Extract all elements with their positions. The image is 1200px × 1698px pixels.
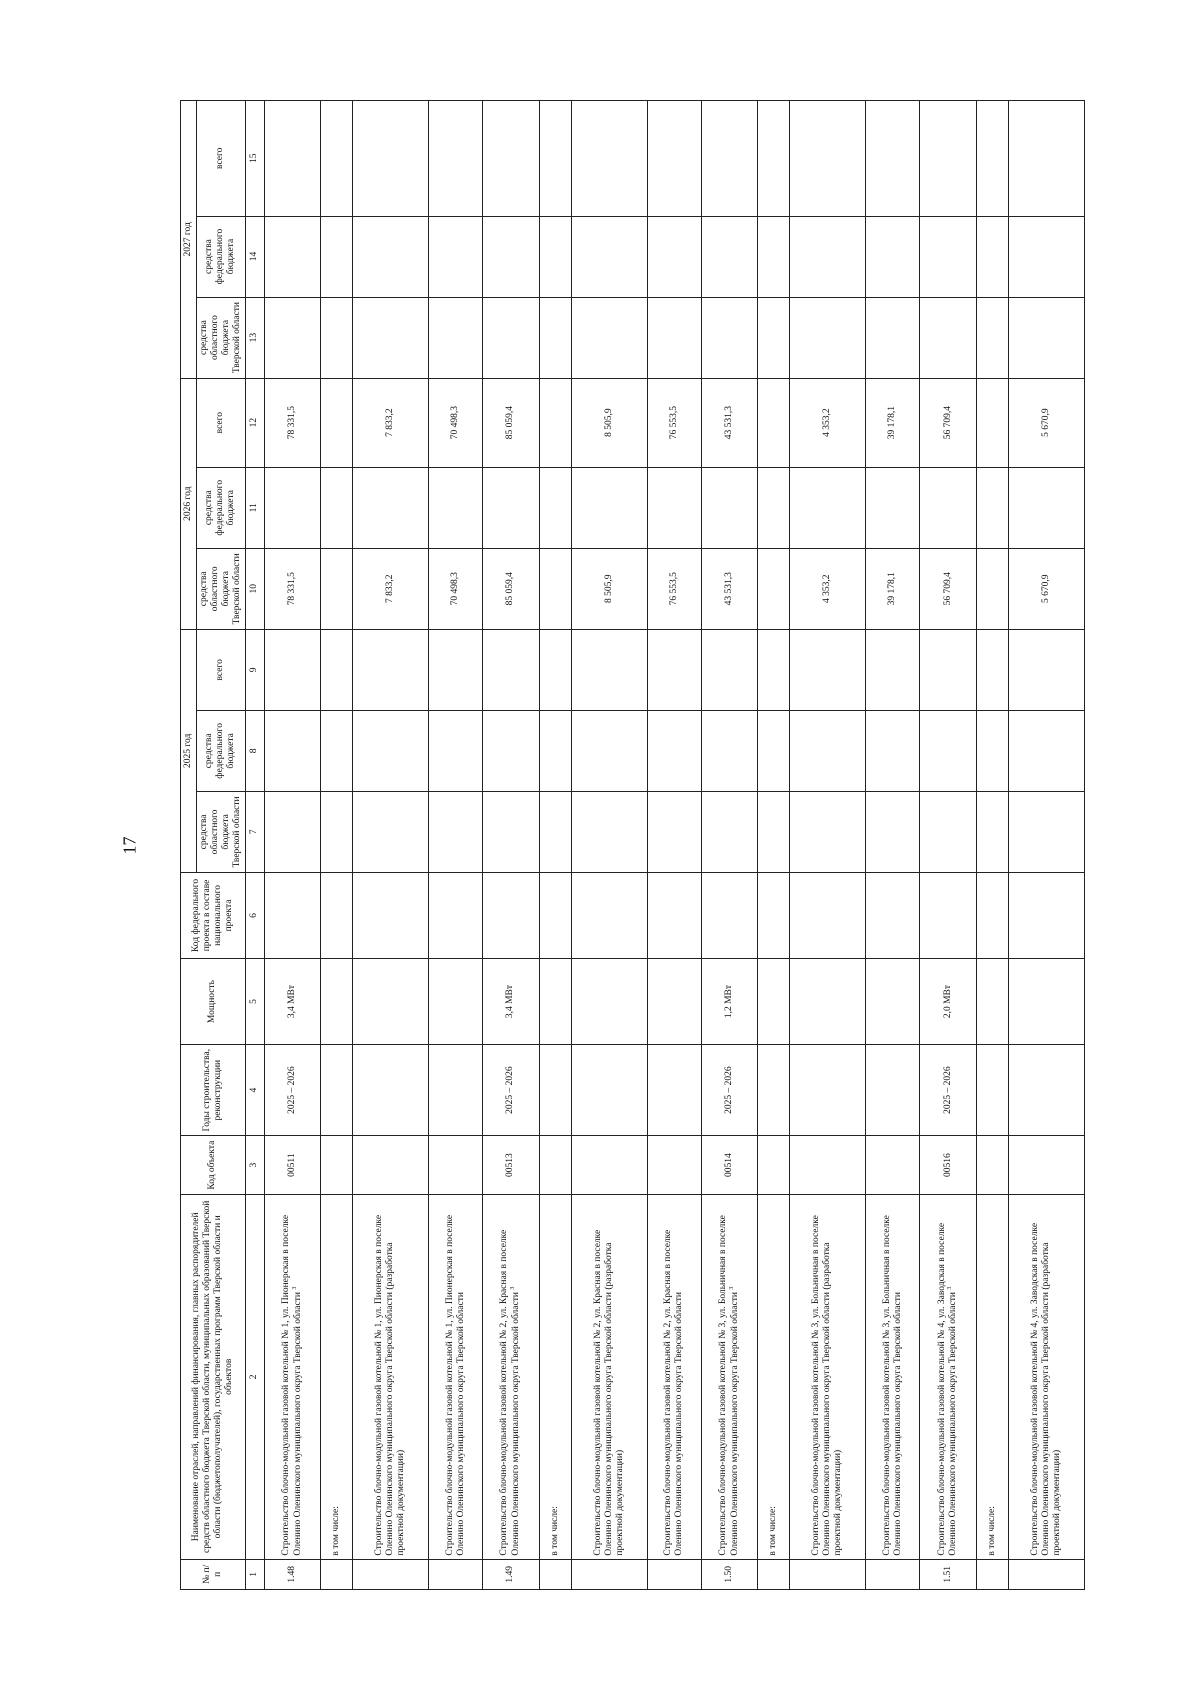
federal-2027: [758, 216, 790, 297]
construction-years: [429, 1045, 483, 1136]
regional-2027: [866, 297, 920, 378]
row-name: [976, 1194, 1008, 1559]
total-2027: [758, 101, 790, 217]
federal-project-code: [758, 872, 790, 958]
federal-2026: [429, 467, 483, 548]
total-2027: [1008, 101, 1084, 217]
total-2026: 85 059,4: [483, 378, 539, 467]
federal-2027: [866, 216, 920, 297]
regional-2025: [866, 791, 920, 872]
row-number: [539, 1559, 571, 1589]
capacity: [353, 959, 429, 1045]
total-2025: [353, 629, 429, 710]
regional-2027: [790, 297, 866, 378]
table-body: [264, 101, 1084, 1590]
table-row: [866, 101, 920, 1590]
total-2026: [321, 378, 353, 467]
regional-2026: 7 833,2: [353, 548, 429, 629]
regional-2026: 8 505,9: [571, 548, 647, 629]
federal-2027: [571, 216, 647, 297]
capacity: [758, 959, 790, 1045]
table-row: [790, 101, 866, 1590]
row-name-text: Строительство блочно-модульной газовой котельной № 3, ул. Больничная в поселке Оленино Оленинского муниципального округа Тверской области: [717, 1215, 741, 1556]
federal-2027: [321, 216, 353, 297]
total-2025: [429, 629, 483, 710]
federal-2025: [483, 710, 539, 791]
row-name-text: Строительство блочно-модульной газовой котельной № 4, ул. Заводская в поселке Оленино Оленинского муниципального округа Тверской области: [936, 1222, 959, 1556]
row-number: 1.48: [264, 1559, 320, 1589]
column-number-row: [245, 101, 264, 1590]
total-2027: [920, 101, 976, 217]
total-2027: [483, 101, 539, 217]
column-number: 4: [245, 1045, 264, 1136]
regional-2025: [701, 791, 757, 872]
capacity: [429, 959, 483, 1045]
federal-2025: [976, 710, 1008, 791]
row-name: [353, 1194, 429, 1559]
federal-project-code: [976, 872, 1008, 958]
row-name-text: в том числе:: [768, 1506, 779, 1556]
total-2026: 76 553,5: [647, 378, 701, 467]
total-2027: [353, 101, 429, 217]
object-code: [976, 1136, 1008, 1195]
regional-2026: 85 059,4: [483, 548, 539, 629]
table-row: [920, 101, 976, 1590]
row-number: [976, 1559, 1008, 1589]
federal-2027: [701, 216, 757, 297]
column-number: 13: [245, 297, 264, 378]
regional-2027: [429, 297, 483, 378]
regional-2025: [790, 791, 866, 872]
capacity: [866, 959, 920, 1045]
total-2026: [539, 378, 571, 467]
header-year-2026: 2026 год: [181, 378, 197, 629]
row-name: [866, 1194, 920, 1559]
header-fed-code: Код федерального проекта в составе национального проекта: [181, 872, 246, 958]
object-code: [539, 1136, 571, 1195]
total-2025: [976, 629, 1008, 710]
total-2025: [758, 629, 790, 710]
object-code: [1008, 1136, 1084, 1195]
header-2026-total: всего: [196, 378, 245, 467]
column-number: 11: [245, 467, 264, 548]
footnote-mark: 3: [728, 1286, 735, 1290]
regional-2025: [321, 791, 353, 872]
row-name-text: в том числе:: [331, 1506, 342, 1556]
table-row: [758, 101, 790, 1590]
row-name: [758, 1194, 790, 1559]
table-row: [539, 101, 571, 1590]
capacity: [539, 959, 571, 1045]
federal-project-code: [483, 872, 539, 958]
federal-2026: [647, 467, 701, 548]
construction-years: 2025 – 2026: [264, 1045, 320, 1136]
table-row: [483, 101, 539, 1590]
federal-2025: [571, 710, 647, 791]
federal-project-code: [353, 872, 429, 958]
financing-table: [180, 100, 1085, 1590]
total-2027: [429, 101, 483, 217]
regional-2025: [483, 791, 539, 872]
capacity: [1008, 959, 1084, 1045]
capacity: [571, 959, 647, 1045]
regional-2027: [353, 297, 429, 378]
construction-years: [1008, 1045, 1084, 1136]
row-number: [647, 1559, 701, 1589]
regional-2027: [321, 297, 353, 378]
total-2025: [571, 629, 647, 710]
row-name: [483, 1194, 539, 1559]
federal-project-code: [1008, 872, 1084, 958]
table-row: [264, 101, 320, 1590]
capacity: 3,4 МВт: [264, 959, 320, 1045]
federal-2025: [647, 710, 701, 791]
federal-2025: [539, 710, 571, 791]
regional-2025: [571, 791, 647, 872]
federal-2025: [790, 710, 866, 791]
federal-2027: [539, 216, 571, 297]
federal-project-code: [790, 872, 866, 958]
column-number: 8: [245, 710, 264, 791]
row-name-text: в том числе:: [549, 1506, 560, 1556]
federal-project-code: [571, 872, 647, 958]
federal-2026: [483, 467, 539, 548]
federal-2026: [1008, 467, 1084, 548]
federal-2026: [701, 467, 757, 548]
regional-2026: 56 709,4: [920, 548, 976, 629]
construction-years: [321, 1045, 353, 1136]
total-2026: 5 670,9: [1008, 378, 1084, 467]
row-number: [429, 1559, 483, 1589]
capacity: 3,4 МВт: [483, 959, 539, 1045]
regional-2025: [1008, 791, 1084, 872]
header-2026-regional: средства областного бюджета Тверской области: [196, 548, 245, 629]
federal-2025: [264, 710, 320, 791]
regional-2025: [539, 791, 571, 872]
total-2027: [790, 101, 866, 217]
row-name: [920, 1194, 976, 1559]
row-name: [429, 1194, 483, 1559]
regional-2026: 39 178,1: [866, 548, 920, 629]
total-2025: [790, 629, 866, 710]
column-number: 12: [245, 378, 264, 467]
regional-2026: 78 331,5: [264, 548, 320, 629]
footnote-mark: 3: [291, 1286, 298, 1290]
total-2026: 70 498,3: [429, 378, 483, 467]
row-number: [790, 1559, 866, 1589]
column-number: 6: [245, 872, 264, 958]
row-number: [1008, 1559, 1084, 1589]
construction-years: [866, 1045, 920, 1136]
regional-2026: [758, 548, 790, 629]
regional-2026: 43 531,3: [701, 548, 757, 629]
row-number: 1.51: [920, 1559, 976, 1589]
federal-2025: [866, 710, 920, 791]
federal-2026: [321, 467, 353, 548]
header-name: Наименование отраслей, направлений финансирования, главных распорядителей средств областного бюджета Тверской области, муниципальных образований Тверской области (бюджетополучателей), государственных программ Тверской области и объектов: [181, 1194, 246, 1559]
federal-2025: [701, 710, 757, 791]
federal-2025: [429, 710, 483, 791]
capacity: 1,2 МВт: [701, 959, 757, 1045]
table-row: [429, 101, 483, 1590]
federal-2027: [920, 216, 976, 297]
total-2025: [1008, 629, 1084, 710]
row-number: 1.50: [701, 1559, 757, 1589]
header-power: Мощность: [181, 959, 246, 1045]
regional-2027: [647, 297, 701, 378]
regional-2027: [539, 297, 571, 378]
column-number: 7: [245, 791, 264, 872]
page-number: 17: [119, 836, 140, 855]
construction-years: 2025 – 2026: [483, 1045, 539, 1136]
federal-project-code: [539, 872, 571, 958]
total-2025: [920, 629, 976, 710]
regional-2027: [1008, 297, 1084, 378]
row-name-text: Строительство блочно-модульной газовой котельной № 1, ул. Пионерская в поселке Оленино Оленинского муниципального округа Тверской области: [444, 1214, 466, 1556]
construction-years: [353, 1045, 429, 1136]
capacity: 2,0 МВт: [920, 959, 976, 1045]
construction-years: [976, 1045, 1008, 1136]
federal-2027: [353, 216, 429, 297]
row-name-text: Строительство блочно-модульной газовой котельной № 3, ул. Больничная в поселке Оленино Оленинского муниципального округа Тверской области (разработка проектной документации): [811, 1215, 844, 1556]
table-row: [1008, 101, 1084, 1590]
object-code: [353, 1136, 429, 1195]
regional-2025: [976, 791, 1008, 872]
object-code: 00513: [483, 1136, 539, 1195]
regional-2025: [264, 791, 320, 872]
header-2025-total: всего: [196, 629, 245, 710]
row-number: [866, 1559, 920, 1589]
row-number: [321, 1559, 353, 1589]
federal-2026: [920, 467, 976, 548]
object-code: 00514: [701, 1136, 757, 1195]
object-code: 00516: [920, 1136, 976, 1195]
column-number: 3: [245, 1136, 264, 1195]
row-number: [353, 1559, 429, 1589]
regional-2027: [264, 297, 320, 378]
capacity: [647, 959, 701, 1045]
object-code: [571, 1136, 647, 1195]
row-number: 1.49: [483, 1559, 539, 1589]
total-2025: [539, 629, 571, 710]
header-2027-regional: средства областного бюджета Тверской области: [196, 297, 245, 378]
object-code: [790, 1136, 866, 1195]
construction-years: 2025 – 2026: [920, 1045, 976, 1136]
header-year-2027: 2027 год: [181, 101, 197, 379]
federal-2027: [429, 216, 483, 297]
construction-years: [571, 1045, 647, 1136]
row-number: [758, 1559, 790, 1589]
federal-2025: [920, 710, 976, 791]
header-years: Годы строительства, реконструкции: [181, 1045, 246, 1136]
row-name: [790, 1194, 866, 1559]
total-2027: [571, 101, 647, 217]
total-2027: [976, 101, 1008, 217]
table-row: [321, 101, 353, 1590]
header-2027-total: всего: [196, 101, 245, 217]
federal-2026: [976, 467, 1008, 548]
object-code: [647, 1136, 701, 1195]
federal-2026: [539, 467, 571, 548]
header-row-1: [181, 101, 197, 1590]
regional-2027: [701, 297, 757, 378]
capacity: [790, 959, 866, 1045]
construction-years: 2025 – 2026: [701, 1045, 757, 1136]
total-2027: [264, 101, 320, 217]
total-2026: 43 531,3: [701, 378, 757, 467]
construction-years: [647, 1045, 701, 1136]
regional-2025: [647, 791, 701, 872]
object-code: [866, 1136, 920, 1195]
table-row: [647, 101, 701, 1590]
table-row: [571, 101, 647, 1590]
regional-2026: [539, 548, 571, 629]
federal-2026: [353, 467, 429, 548]
row-name-text: Строительство блочно-модульной газовой котельной № 4, ул. Заводская в поселке Оленино Оленинского муниципального округа Тверской области (разработка проектной документации): [1030, 1222, 1062, 1556]
header-2027-federal: средства федерального бюджета: [196, 216, 245, 297]
object-code: [321, 1136, 353, 1195]
total-2027: [866, 101, 920, 217]
federal-project-code: [920, 872, 976, 958]
total-2025: [321, 629, 353, 710]
federal-2025: [353, 710, 429, 791]
federal-2027: [483, 216, 539, 297]
column-number: 1: [245, 1559, 264, 1589]
regional-2027: [920, 297, 976, 378]
footnote-mark: 3: [947, 1286, 954, 1290]
federal-project-code: [321, 872, 353, 958]
column-number: 15: [245, 101, 264, 217]
row-name: [647, 1194, 701, 1559]
row-name-text: Строительство блочно-модульной газовой котельной № 1, ул. Пионерская в поселке Оленино Оленинского муниципального округа Тверской области (разработка проектной документации): [374, 1214, 407, 1556]
regional-2027: [571, 297, 647, 378]
footnote-mark: 3: [510, 1286, 517, 1290]
regional-2025: [758, 791, 790, 872]
federal-2027: [790, 216, 866, 297]
row-name-text: Строительство блочно-модульной газовой котельной № 2, ул. Красная в поселке Оленино Оленинского муниципального округа Тверской области (разработка проектной документации): [592, 1229, 625, 1556]
federal-project-code: [701, 872, 757, 958]
construction-years: [758, 1045, 790, 1136]
federal-2025: [1008, 710, 1084, 791]
row-name: [571, 1194, 647, 1559]
regional-2027: [976, 297, 1008, 378]
federal-project-code: [429, 872, 483, 958]
federal-2026: [866, 467, 920, 548]
regional-2025: [353, 791, 429, 872]
total-2026: 39 178,1: [866, 378, 920, 467]
regional-2027: [483, 297, 539, 378]
federal-2027: [264, 216, 320, 297]
total-2025: [866, 629, 920, 710]
regional-2025: [429, 791, 483, 872]
regional-2026: 70 498,3: [429, 548, 483, 629]
total-2026: [976, 378, 1008, 467]
capacity: [976, 959, 1008, 1045]
header-code: Код объекта: [181, 1136, 246, 1195]
regional-2026: [976, 548, 1008, 629]
total-2025: [483, 629, 539, 710]
total-2025: [647, 629, 701, 710]
total-2027: [539, 101, 571, 217]
table-row: [701, 101, 757, 1590]
federal-2026: [264, 467, 320, 548]
row-name-text: в том числе:: [986, 1506, 997, 1556]
rotated-table-wrapper: [180, 100, 1085, 1590]
header-2025-regional: средства областного бюджета Тверской области: [196, 791, 245, 872]
total-2025: [264, 629, 320, 710]
row-name-text: Строительство блочно-модульной газовой котельной № 2, ул. Красная в поселке Оленино Оленинского муниципального округа Тверской области: [499, 1229, 522, 1556]
column-number: 9: [245, 629, 264, 710]
federal-2027: [976, 216, 1008, 297]
total-2026: 7 833,2: [353, 378, 429, 467]
column-number: 5: [245, 959, 264, 1045]
column-number: 10: [245, 548, 264, 629]
total-2025: [701, 629, 757, 710]
federal-2025: [321, 710, 353, 791]
total-2026: 78 331,5: [264, 378, 320, 467]
object-code: 00511: [264, 1136, 320, 1195]
total-2026: 56 709,4: [920, 378, 976, 467]
column-number: 14: [245, 216, 264, 297]
construction-years: [539, 1045, 571, 1136]
row-name: [701, 1194, 757, 1559]
row-name-text: Строительство блочно-модульной газовой котельной № 2, ул. Красная в поселке Оленино Оленинского муниципального округа Тверской области: [663, 1229, 685, 1556]
federal-2025: [758, 710, 790, 791]
row-name: [1008, 1194, 1084, 1559]
header-2026-federal: средства федерального бюджета: [196, 467, 245, 548]
row-name: [321, 1194, 353, 1559]
row-name-text: Строительство блочно-модульной газовой котельной № 1, ул. Пионерская в поселке Оленино Оленинского муниципального округа Тверской области: [280, 1214, 303, 1556]
federal-project-code: [866, 872, 920, 958]
regional-2026: [321, 548, 353, 629]
table-row: [353, 101, 429, 1590]
federal-2027: [1008, 216, 1084, 297]
total-2027: [701, 101, 757, 217]
total-2026: 8 505,9: [571, 378, 647, 467]
header-2025-federal: средства федерального бюджета: [196, 710, 245, 791]
regional-2026: 5 670,9: [1008, 548, 1084, 629]
header-num: № п/п: [181, 1559, 246, 1589]
row-number: [571, 1559, 647, 1589]
header-year-2025: 2025 год: [181, 629, 197, 872]
federal-2027: [647, 216, 701, 297]
table-row: [976, 101, 1008, 1590]
federal-project-code: [647, 872, 701, 958]
column-number: 2: [245, 1194, 264, 1559]
federal-2026: [758, 467, 790, 548]
total-2027: [321, 101, 353, 217]
regional-2027: [758, 297, 790, 378]
regional-2026: 76 553,5: [647, 548, 701, 629]
row-name: [539, 1194, 571, 1559]
object-code: [758, 1136, 790, 1195]
object-code: [429, 1136, 483, 1195]
total-2026: [758, 378, 790, 467]
row-name: [264, 1194, 320, 1559]
federal-project-code: [264, 872, 320, 958]
total-2027: [647, 101, 701, 217]
total-2026: 4 353,2: [790, 378, 866, 467]
regional-2026: 4 353,2: [790, 548, 866, 629]
federal-2026: [790, 467, 866, 548]
regional-2025: [920, 791, 976, 872]
construction-years: [790, 1045, 866, 1136]
federal-2026: [571, 467, 647, 548]
capacity: [321, 959, 353, 1045]
row-name-text: Строительство блочно-модульной газовой котельной № 3, ул. Больничная в поселке Оленино Оленинского муниципального округа Тверской области: [881, 1215, 903, 1556]
